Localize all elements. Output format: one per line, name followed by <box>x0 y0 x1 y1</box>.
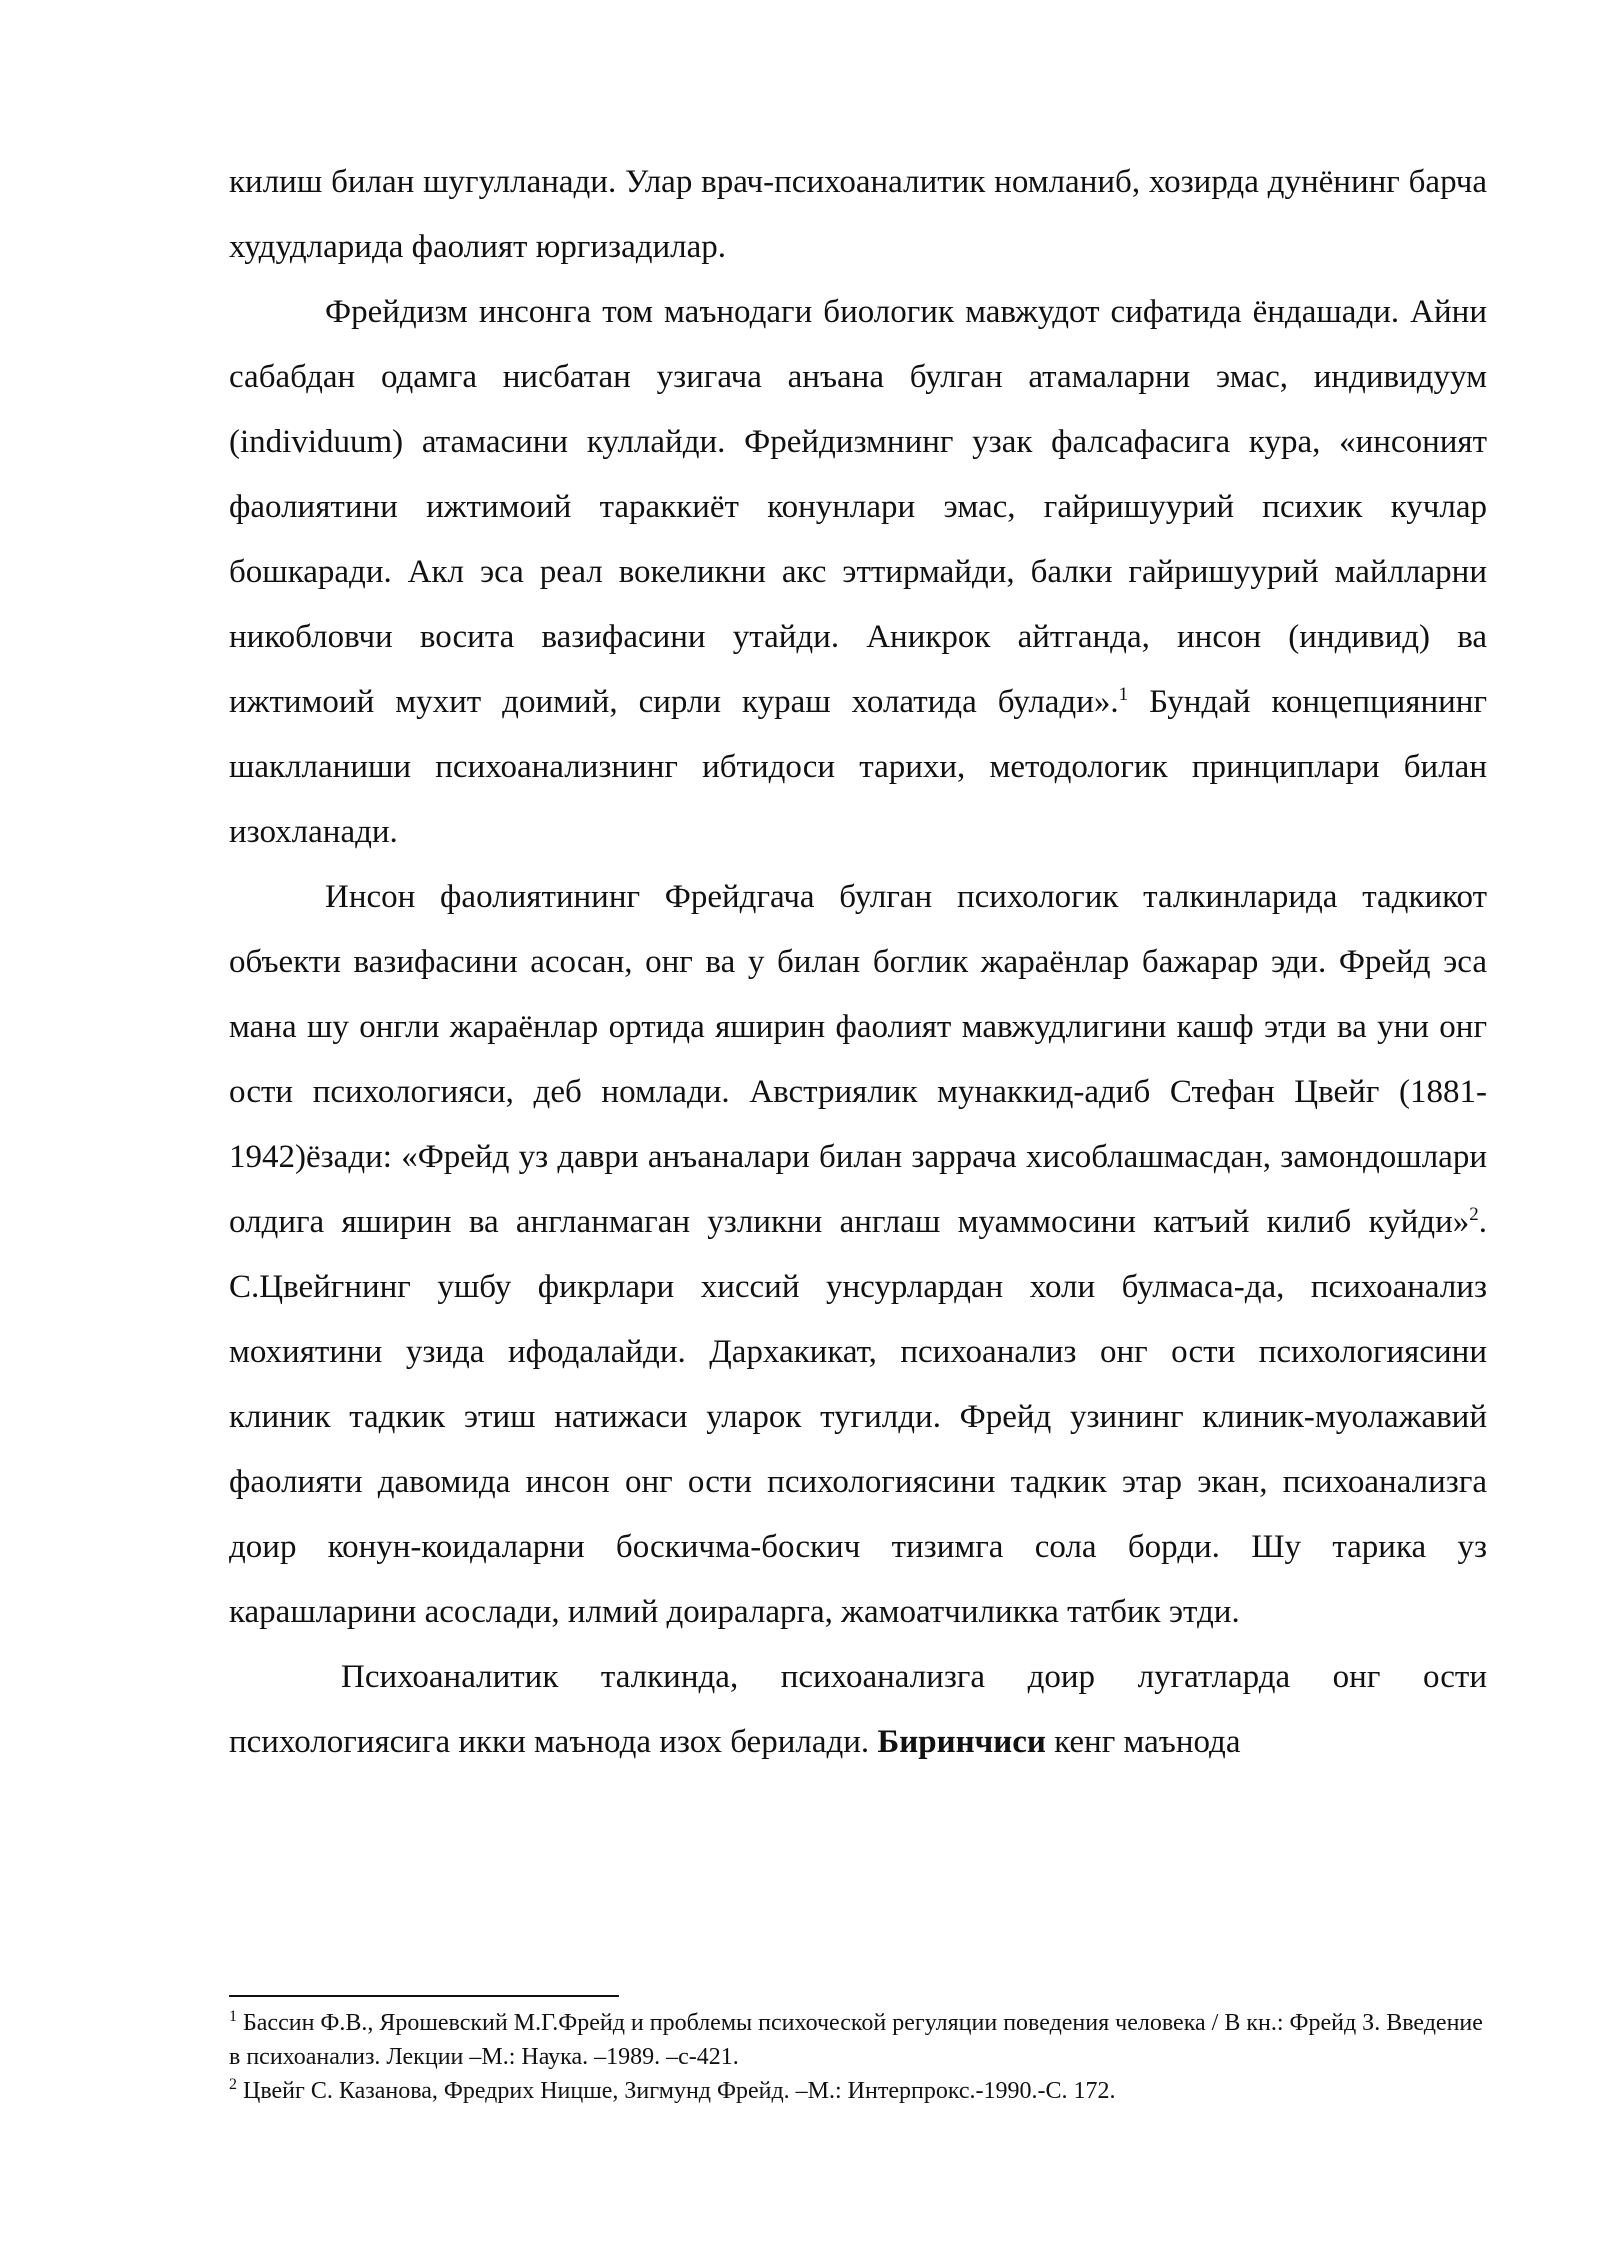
footnote-ref-2[interactable]: 2 <box>1469 1204 1479 1225</box>
footnote-number-2: 2 <box>229 2076 237 2093</box>
paragraph-2-text-a: Фрейдизм инсонга том маънодаги биологик мавжудот сифатида ёндашади. Айни сабабдан одамга нисбатан узигача анъана булган атамаларни эмас, индивидуум (individuum) атамасини куллайди. Фрейдизмнинг узак фалсафасига кура, «инсоният фаолиятини ижтимоий тараккиёт конунлари эмас, гайришуурий психик кучлар бошкаради. Акл эса реал вокеликни акс эттирмайди, балки гайришуурий майлларни никобловчи восита вазифасини утайди. Аникрок айтганда, инсон (индивид) ва ижтимоий мухит доимий, сирли кураш холатида булади». <box>229 294 1487 720</box>
footnote-1 <box>229 2006 1487 2074</box>
paragraph-2 <box>229 280 1487 865</box>
paragraph-4-text-b: кенг маънода <box>1045 1724 1241 1760</box>
footnotes <box>229 2006 1487 2108</box>
paragraph-4-bold-term: Биринчиси <box>877 1724 1046 1760</box>
footnote-number-1: 1 <box>229 2008 237 2025</box>
paragraph-3 <box>229 865 1487 1645</box>
paragraph-3-text-a: Инсон фаолиятининг Фрейдгача булган психологик талкинларида тадкикот объекти вазифасини асосан, онг ва у билан боглик жараёнлар бажарар эди. Фрейд эса мана шу онгли жараёнлар ортида яширин фаолият мавжудлигини кашф этди ва уни онг ости психологияси, деб номлади. Австриялик мунаккид-адиб Стефан Цвейг (1881-1942)ёзади: «Фрейд уз даври анъаналари билан заррача хисоблашмасдан, замондошлари олдига яширин ва англанмаган узликни англаш муаммосини катъий килиб куйди» <box>229 879 1487 1240</box>
footnote-text-1: Бассин Ф.В., Ярошевский М.Г.Фрейд и проблемы психоческой регуляции поведения человека / В кн.: Фрейд З. Введение в психоанализ. Лекции –М.: Наука. –1989. –с-421. <box>229 2010 1483 2070</box>
footnote-text-2: Цвейг С. Казанова, Фредрих Ницше, Зигмунд Фрейд. –М.: Интерпрокс.-1990.-С. 172. <box>237 2078 1116 2104</box>
paragraph-2-text-b: Бундай концепциянинг шаклланиши психоанализнинг ибтидоси тарихи, методологик принциплари билан изохланади. <box>229 684 1487 850</box>
paragraph-3-text-b: . С.Цвейгнинг ушбу фикрлари хиссий унсурлардан холи булмаса-да, психоанализ мохиятини узида ифодалайди. Дархакикат, психоанализ онг ости психологиясини клиник тадкик этиш натижаси уларок тугилди. Фрейд узининг клиник-муолажавий фаолияти давомида инсон онг ости психологиясини тадкик этар экан, психоанализга доир конун-коидаларни боскичма-боскич тизимга сола борди. Шу тарика уз карашларини асослади, илмий доираларга, жамоатчиликка татбик этди. <box>229 1204 1487 1630</box>
footnote-2 <box>229 2074 1487 2108</box>
footnote-ref-1[interactable]: 1 <box>1118 684 1129 705</box>
footnote-separator <box>229 1995 619 1997</box>
paragraph-4-text-a: Психоаналитик талкинда, психоанализга доир лугатларда онг ости психологиясига икки маънода изох берилади. <box>229 1659 1487 1760</box>
page-body <box>229 150 1487 1775</box>
paragraph-1-text: килиш билан шугулланади. Улар врач-психоаналитик номланиб, хозирда дунёнинг барча худудларида фаолият юргизадилар. <box>229 164 1487 265</box>
paragraph-1 <box>229 150 1487 280</box>
paragraph-4 <box>229 1645 1487 1775</box>
